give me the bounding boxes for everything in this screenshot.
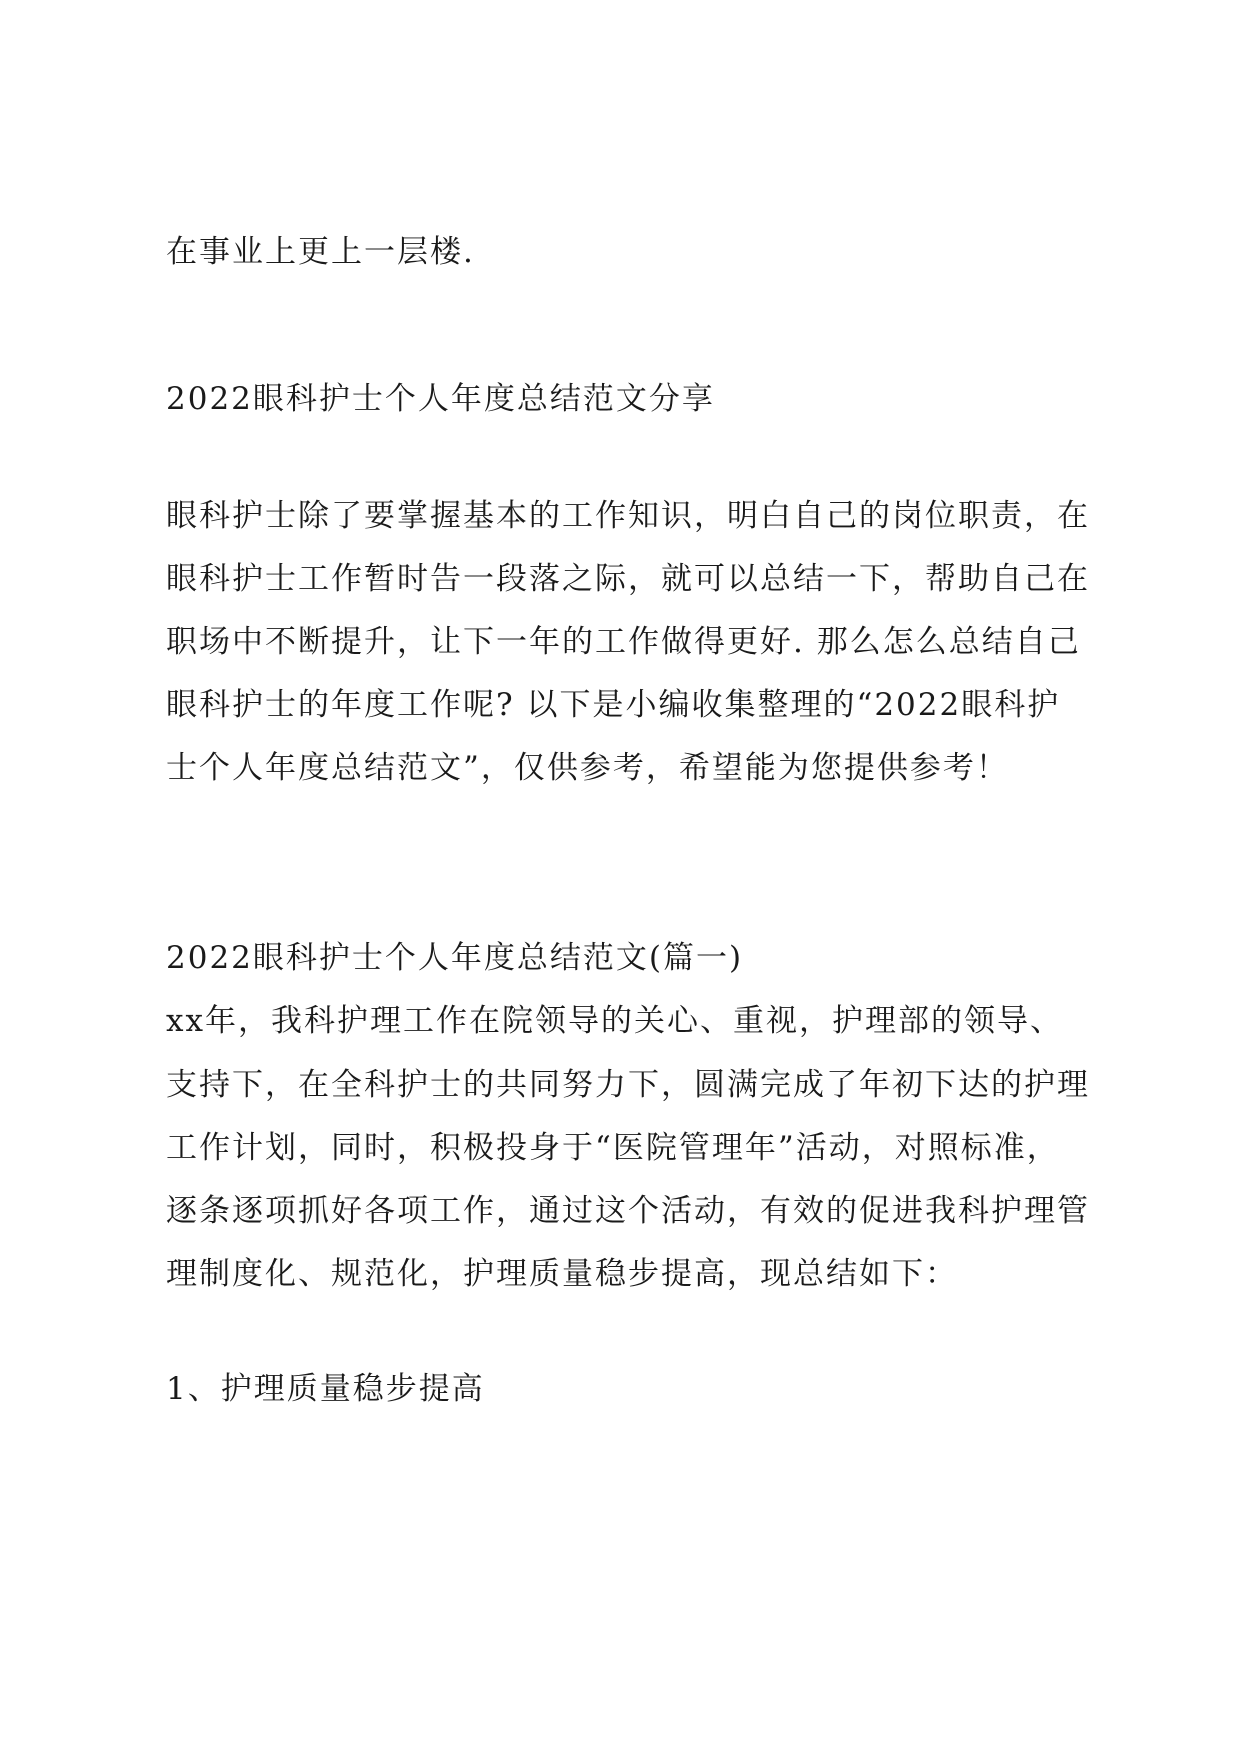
intro-paragraph-line: 眼科护士工作暂时告一段落之际，就可以总结一下，帮助自己在 — [166, 561, 1090, 597]
section-paragraph-line: 工作计划，同时，积极投身于“医院管理年”活动，对照标准， — [166, 1130, 1060, 1166]
intro-tail-text: 在事业上更上一层楼. — [166, 234, 475, 270]
section-paragraph-line: 支持下，在全科护士的共同努力下，圆满完成了年初下达的护理 — [166, 1067, 1090, 1103]
section-paragraph-line: xx年，我科护理工作在院领导的关心、重视，护理部的领导、 — [166, 1003, 1063, 1039]
section-title: 2022眼科护士个人年度总结范文(篇一) — [166, 940, 744, 976]
intro-paragraph-line: 士个人年度总结范文”，仅供参考，希望能为您提供参考！ — [166, 750, 1009, 786]
section-paragraph-line: 理制度化、规范化，护理质量稳步提高，现总结如下： — [166, 1256, 958, 1292]
section-paragraph-line: 逐条逐项抓好各项工作，通过这个活动，有效的促进我科护理管 — [166, 1193, 1090, 1229]
intro-paragraph-line: 眼科护士的年度工作呢? 以下是小编收集整理的“2022眼科护 — [166, 687, 1061, 723]
subheading: 1、护理质量稳步提高 — [166, 1371, 485, 1407]
intro-paragraph-line: 眼科护士除了要掌握基本的工作知识，明白自己的岗位职责，在 — [166, 498, 1090, 534]
intro-paragraph-line: 职场中不断提升，让下一年的工作做得更好. 那么怎么总结自己 — [166, 624, 1081, 660]
article-title: 2022眼科护士个人年度总结范文分享 — [166, 381, 715, 417]
